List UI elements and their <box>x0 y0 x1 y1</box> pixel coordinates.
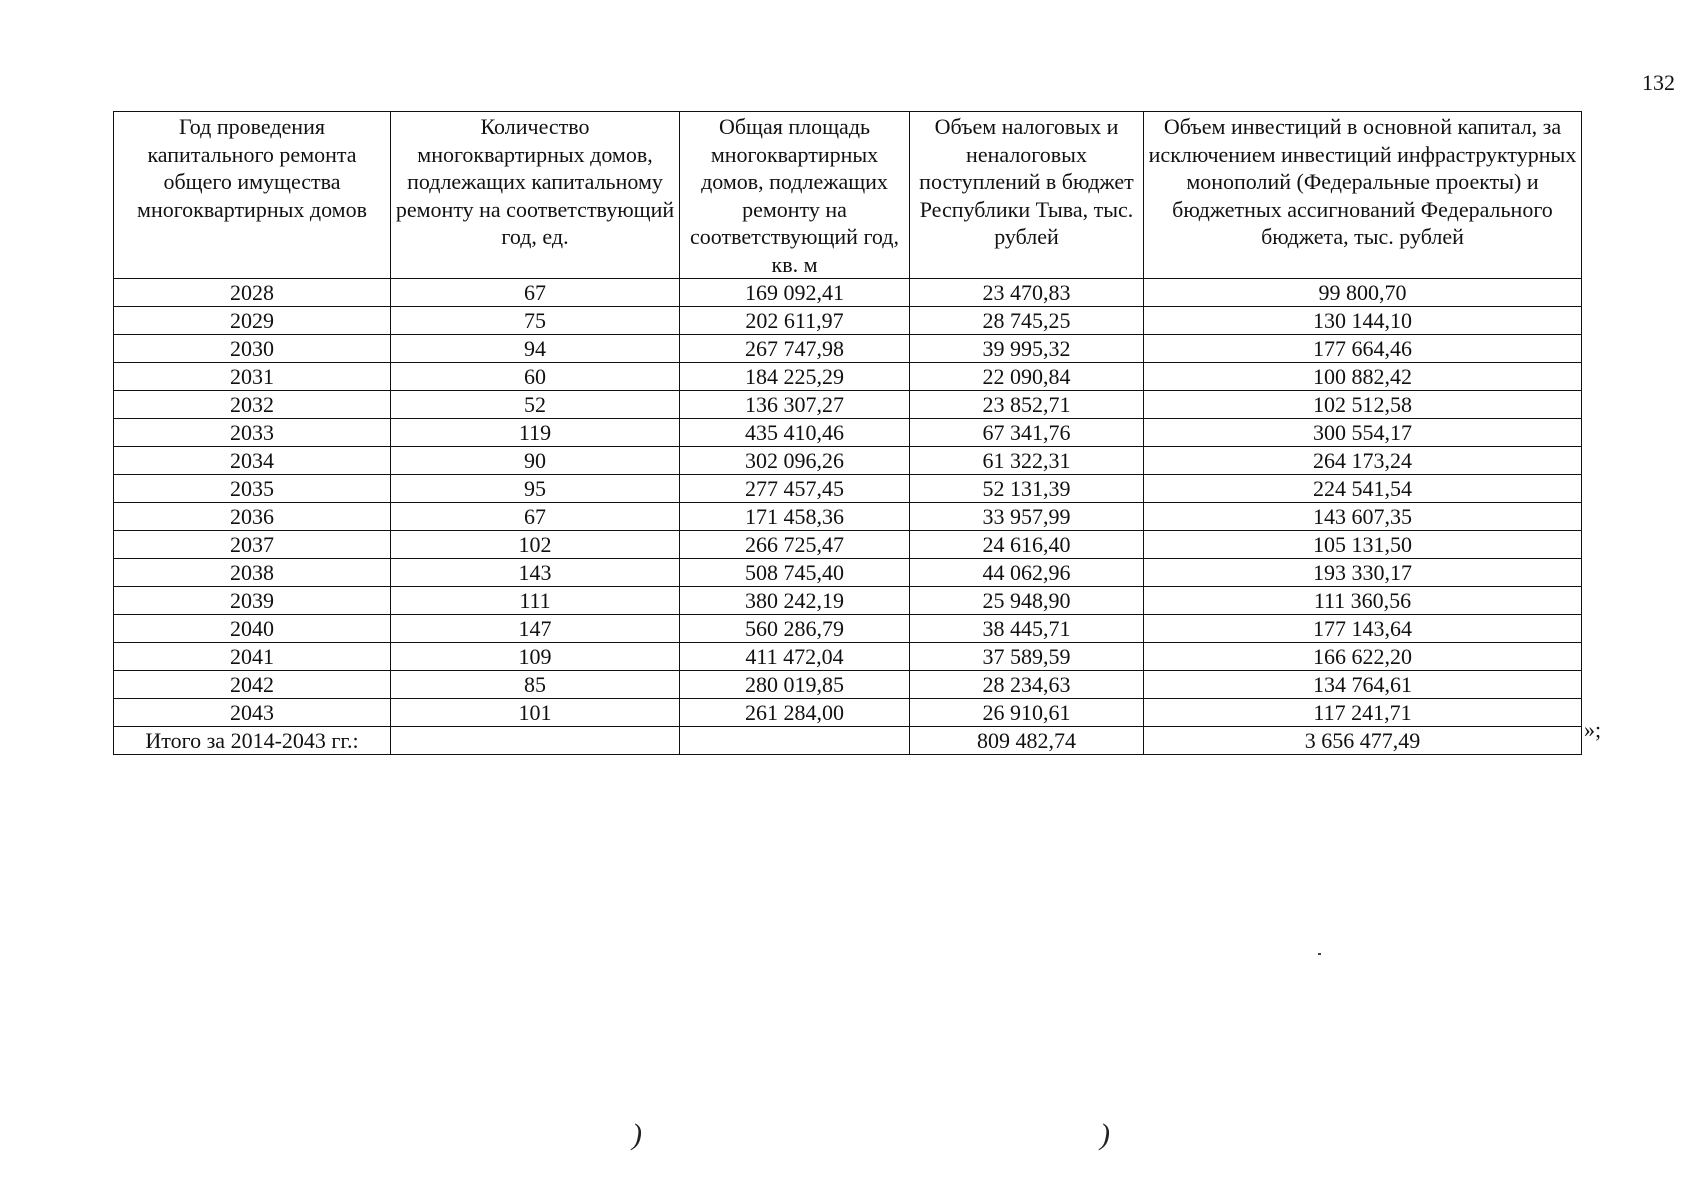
cell-house-count: 85 <box>391 671 680 699</box>
scan-speck <box>1318 953 1321 955</box>
cell-total-area: 136 307,27 <box>680 391 910 419</box>
table-row <box>114 391 1582 419</box>
cell-investment: 130 144,10 <box>1144 307 1582 335</box>
cell-tax-revenue: 67 341,76 <box>910 419 1144 447</box>
cell-house-count: 94 <box>391 335 680 363</box>
cell-house-count: 147 <box>391 615 680 643</box>
cell-tax-revenue: 44 062,96 <box>910 559 1144 587</box>
table-row <box>114 279 1582 307</box>
scan-artifact-right: ) <box>1100 1118 1110 1151</box>
table-row <box>114 307 1582 335</box>
table-row <box>114 447 1582 475</box>
header-house-count: Количество многоквартирных домов, подлежащих капитальному ремонту на соответствующий год, ед. <box>391 112 680 279</box>
cell-house-count: 67 <box>391 279 680 307</box>
cell-tax-revenue: 39 995,32 <box>910 335 1144 363</box>
cell-tax-revenue: 25 948,90 <box>910 587 1144 615</box>
cell-investment: 143 607,35 <box>1144 503 1582 531</box>
cell-investment: 264 173,24 <box>1144 447 1582 475</box>
table-row <box>114 587 1582 615</box>
cell-house-count: 52 <box>391 391 680 419</box>
cell-tax-revenue: 38 445,71 <box>910 615 1144 643</box>
capital-repair-table <box>113 111 1582 755</box>
cell-total-area: 277 457,45 <box>680 475 910 503</box>
table-row <box>114 699 1582 727</box>
total-total-area <box>680 727 910 755</box>
cell-total-area: 411 472,04 <box>680 643 910 671</box>
cell-investment: 102 512,58 <box>1144 391 1582 419</box>
cell-tax-revenue: 23 852,71 <box>910 391 1144 419</box>
cell-year: 2040 <box>114 615 391 643</box>
cell-tax-revenue: 23 470,83 <box>910 279 1144 307</box>
table-container <box>113 111 1582 755</box>
cell-investment: 193 330,17 <box>1144 559 1582 587</box>
cell-investment: 99 800,70 <box>1144 279 1582 307</box>
header-row <box>114 112 1582 279</box>
cell-year: 2036 <box>114 503 391 531</box>
cell-year: 2028 <box>114 279 391 307</box>
cell-year: 2033 <box>114 419 391 447</box>
cell-year: 2032 <box>114 391 391 419</box>
total-house-count <box>391 727 680 755</box>
cell-total-area: 267 747,98 <box>680 335 910 363</box>
cell-investment: 117 241,71 <box>1144 699 1582 727</box>
table-row <box>114 643 1582 671</box>
table-row <box>114 671 1582 699</box>
cell-house-count: 101 <box>391 699 680 727</box>
table-row <box>114 531 1582 559</box>
cell-tax-revenue: 24 616,40 <box>910 531 1144 559</box>
cell-total-area: 280 019,85 <box>680 671 910 699</box>
table-row <box>114 559 1582 587</box>
cell-year: 2038 <box>114 559 391 587</box>
table-body <box>114 279 1582 755</box>
cell-total-area: 266 725,47 <box>680 531 910 559</box>
cell-tax-revenue: 28 234,63 <box>910 671 1144 699</box>
page-number: 132 <box>1642 70 1675 95</box>
total-label: Итого за 2014-2043 гг.: <box>114 727 391 755</box>
header-year: Год проведения капитального ремонта общего имущества многоквартирных домов <box>114 112 391 279</box>
cell-house-count: 75 <box>391 307 680 335</box>
cell-house-count: 102 <box>391 531 680 559</box>
cell-tax-revenue: 33 957,99 <box>910 503 1144 531</box>
cell-year: 2031 <box>114 363 391 391</box>
table-row <box>114 503 1582 531</box>
cell-investment: 105 131,50 <box>1144 531 1582 559</box>
cell-total-area: 560 286,79 <box>680 615 910 643</box>
cell-house-count: 143 <box>391 559 680 587</box>
cell-total-area: 302 096,26 <box>680 447 910 475</box>
cell-total-area: 261 284,00 <box>680 699 910 727</box>
cell-investment: 111 360,56 <box>1144 587 1582 615</box>
header-total-area: Общая площадь многоквартирных домов, подлежащих ремонту на соответствующий год, кв. м <box>680 112 910 279</box>
cell-house-count: 67 <box>391 503 680 531</box>
cell-house-count: 119 <box>391 419 680 447</box>
cell-house-count: 60 <box>391 363 680 391</box>
cell-tax-revenue: 37 589,59 <box>910 643 1144 671</box>
cell-year: 2034 <box>114 447 391 475</box>
cell-investment: 177 143,64 <box>1144 615 1582 643</box>
cell-investment: 134 764,61 <box>1144 671 1582 699</box>
cell-investment: 100 882,42 <box>1144 363 1582 391</box>
cell-total-area: 435 410,46 <box>680 419 910 447</box>
table-row <box>114 615 1582 643</box>
cell-year: 2029 <box>114 307 391 335</box>
header-tax-revenue: Объем налоговых и неналоговых поступлений в бюджет Республики Тыва, тыс. рублей <box>910 112 1144 279</box>
cell-tax-revenue: 52 131,39 <box>910 475 1144 503</box>
cell-total-area: 169 092,41 <box>680 279 910 307</box>
cell-year: 2041 <box>114 643 391 671</box>
total-row <box>114 727 1582 755</box>
closing-quote-mark: »; <box>1584 717 1602 742</box>
cell-total-area: 202 611,97 <box>680 307 910 335</box>
cell-tax-revenue: 28 745,25 <box>910 307 1144 335</box>
cell-tax-revenue: 26 910,61 <box>910 699 1144 727</box>
cell-house-count: 90 <box>391 447 680 475</box>
cell-year: 2037 <box>114 531 391 559</box>
table-row <box>114 419 1582 447</box>
cell-tax-revenue: 22 090,84 <box>910 363 1144 391</box>
cell-year: 2039 <box>114 587 391 615</box>
cell-investment: 300 554,17 <box>1144 419 1582 447</box>
cell-house-count: 111 <box>391 587 680 615</box>
cell-investment: 224 541,54 <box>1144 475 1582 503</box>
cell-total-area: 184 225,29 <box>680 363 910 391</box>
cell-house-count: 109 <box>391 643 680 671</box>
cell-investment: 166 622,20 <box>1144 643 1582 671</box>
table-row <box>114 363 1582 391</box>
cell-year: 2042 <box>114 671 391 699</box>
cell-total-area: 508 745,40 <box>680 559 910 587</box>
cell-year: 2043 <box>114 699 391 727</box>
header-investment: Объем инвестиций в основной капитал, за исключением инвестиций инфраструктурных монополий (Федеральные проекты) и бюджетных ассигнований Федерального бюджета, тыс. рублей <box>1144 112 1582 279</box>
total-tax-revenue: 809 482,74 <box>910 727 1144 755</box>
cell-total-area: 380 242,19 <box>680 587 910 615</box>
cell-tax-revenue: 61 322,31 <box>910 447 1144 475</box>
cell-total-area: 171 458,36 <box>680 503 910 531</box>
cell-investment: 177 664,46 <box>1144 335 1582 363</box>
cell-house-count: 95 <box>391 475 680 503</box>
table-row <box>114 475 1582 503</box>
table-row <box>114 335 1582 363</box>
cell-year: 2035 <box>114 475 391 503</box>
total-investment: 3 656 477,49 <box>1144 727 1582 755</box>
cell-year: 2030 <box>114 335 391 363</box>
scan-artifact-left: ) <box>632 1118 642 1151</box>
